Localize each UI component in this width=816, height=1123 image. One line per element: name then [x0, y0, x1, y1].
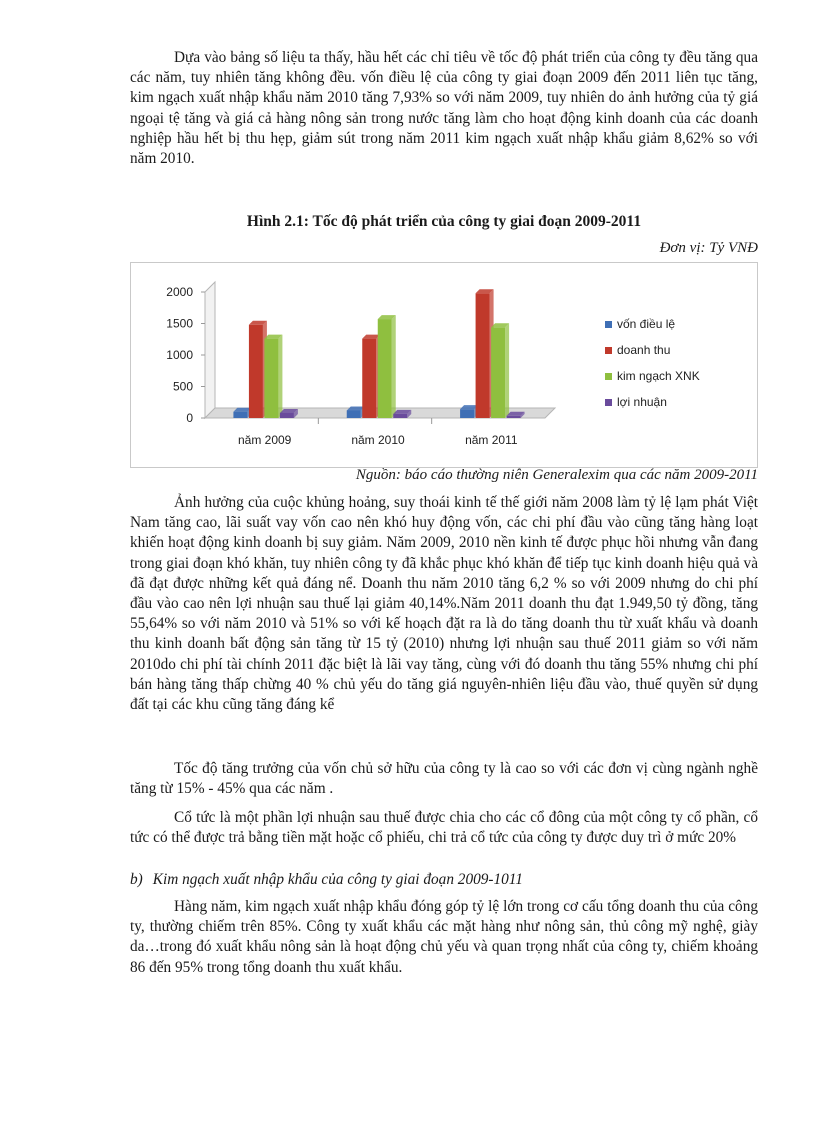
bar-2-0: [264, 339, 278, 418]
paragraph-1: Dựa vào bảng số liệu ta thấy, hầu hết các chỉ tiêu về tốc độ phát triển của công ty đều tăng qua các năm, tuy nhiên tăng không đều. vốn điều lệ của công ty giai đoạn 2009 đến 2011 liên tục tăng, kim ngạch xuất nhập khẩu năm 2010 tăng 7,93% so với năm 2009, tuy nhiên do ảnh hưởng của tỷ giá ngoại tệ tăng và giá cả hàng nông sản trong nước tăng làm cho hoạt động kinh doanh của các doanh nghiệp hầu hết bị thu hẹp, giảm sút trong năm 2011 kim ngạch xuất nhập khẩu giảm 8,62% so với năm 2010.: [130, 49, 758, 168]
bar-chart: [130, 262, 758, 468]
paragraph-4: Cổ tức là một phần lợi nhuận sau thuế được chia cho các cổ đông của một công ty cổ phần, cổ tức có thể được trả bằng tiền mặt hoặc cổ phiếu, chi trả cổ tức của công ty được duy trì ở mức 20%: [130, 809, 758, 847]
bar-3-0: [280, 413, 294, 418]
bar-3-1: [393, 414, 407, 418]
chart-side-wall: [205, 282, 215, 418]
figure-caption: Hình 2.1: Tốc độ phát triển của công ty giai đoạn 2009-2011: [246, 213, 642, 230]
bar-side: [505, 323, 509, 418]
bar-0-2: [460, 409, 474, 418]
bar-1-1: [362, 339, 376, 418]
x-tick-label: năm 2010: [351, 433, 405, 447]
subheading-marker: b): [130, 871, 143, 888]
legend-label: doanh thu: [617, 343, 671, 357]
bar-side: [278, 335, 282, 418]
paragraph-3: Tốc độ tăng trưởng của vốn chủ sở hữu của công ty là cao so với các đơn vị cùng ngành nghề tăng từ 15% - 45% qua các năm .: [130, 760, 758, 798]
source-note: Nguồn: báo cáo thường niên Generalexim qua các năm 2009-2011: [355, 467, 758, 483]
paragraph-5: Hàng năm, kim ngạch xuất nhập khẩu đóng góp tỷ lệ lớn trong cơ cấu tổng doanh thu của công ty, thường chiếm trên 85%. Công ty xuất khẩu các mặt hàng như nông sản, thủ công mỹ nghệ, giày da…trong đó xuất khẩu nông sản là hoạt động chủ yếu và quan trọng nhất của công ty, chiếm khoảng 86 đến 95% trong tổng doanh thu xuất khẩu.: [130, 898, 758, 976]
y-tick-label: 1000: [166, 348, 193, 362]
bar-1-2: [476, 293, 490, 418]
subheading-text: Kim ngạch xuất nhập khẩu của công ty giai đoạn 2009-1011: [152, 871, 523, 888]
bar-2-1: [378, 319, 392, 418]
y-tick-label: 500: [172, 379, 193, 394]
bar-2-2: [491, 327, 505, 418]
bar-1-0: [249, 325, 263, 418]
unit-label: Đơn vị: Tỷ VNĐ: [659, 240, 758, 256]
paragraph-2: Ảnh hưởng của cuộc khủng hoảng, suy thoái kinh tế thế giới năm 2008 làm tỷ lệ lạm phát Việt Nam tăng cao, lãi suất vay vốn cao nên khó huy động vốn, các chi phí đầu vào cũng tăng hàng loạt khiến hoạt động kinh doanh bị suy giảm. Năm 2009, 2010 nền kinh tế được phục hồi nhưng vẫn đang trong giai đoạn khó khăn, tuy nhiên công ty đã khắc phục khó khăn để tiếp tục kinh doanh hiệu quả và đã đạt được những kết quả đáng nể. Doanh thu năm 2010 tăng 6,2 % so với 2009 nhưng do chi phí đầu vào cao nên lợi nhuận sau thuế lại giảm 40,14%.Năm 2011 doanh thu đạt 1.949,50 tỷ đồng, tăng 55,64% so với năm 2010 và 51% so với kế hoạch đặt ra là do tăng doanh thu từ xuất khẩu và doanh thu kinh doanh bất động sản tăng từ 15 tỷ (2010) nhưng lợi nhuận sau thuế 2011 giảm so với năm 2010do chi phí tài chính 2011 đặc biệt là lãi vay tăng, cùng với đó doanh thu tăng 55% nhưng chi phí bán hàng tăng thấp chừng 40 % chủ yếu do tăng giá nguyên-nhiên liệu đầu vào, thuế quyền sử dụng đất tại các khu cũng tăng đáng kể: [130, 494, 758, 714]
chart-border: [131, 263, 758, 468]
legend-label: lợi nhuận: [617, 395, 667, 409]
x-tick-label: năm 2009: [237, 433, 292, 447]
y-tick-label: 0: [186, 411, 193, 425]
legend-swatch: [605, 321, 612, 328]
bar-0-1: [347, 410, 361, 418]
legend-swatch: [605, 347, 612, 354]
legend-label: kim ngạch XNK: [617, 369, 700, 383]
subheading: [130, 871, 533, 889]
legend-swatch: [605, 373, 612, 380]
bar-side: [392, 315, 396, 418]
x-tick-label: năm 2011: [465, 433, 518, 447]
bar-0-0: [233, 412, 247, 418]
legend-swatch: [605, 399, 612, 406]
legend-label: vốn điều lệ: [617, 317, 676, 331]
bar-3-2: [507, 416, 521, 418]
y-tick-label: 2000: [166, 285, 193, 299]
y-tick-label: 1500: [166, 316, 193, 331]
